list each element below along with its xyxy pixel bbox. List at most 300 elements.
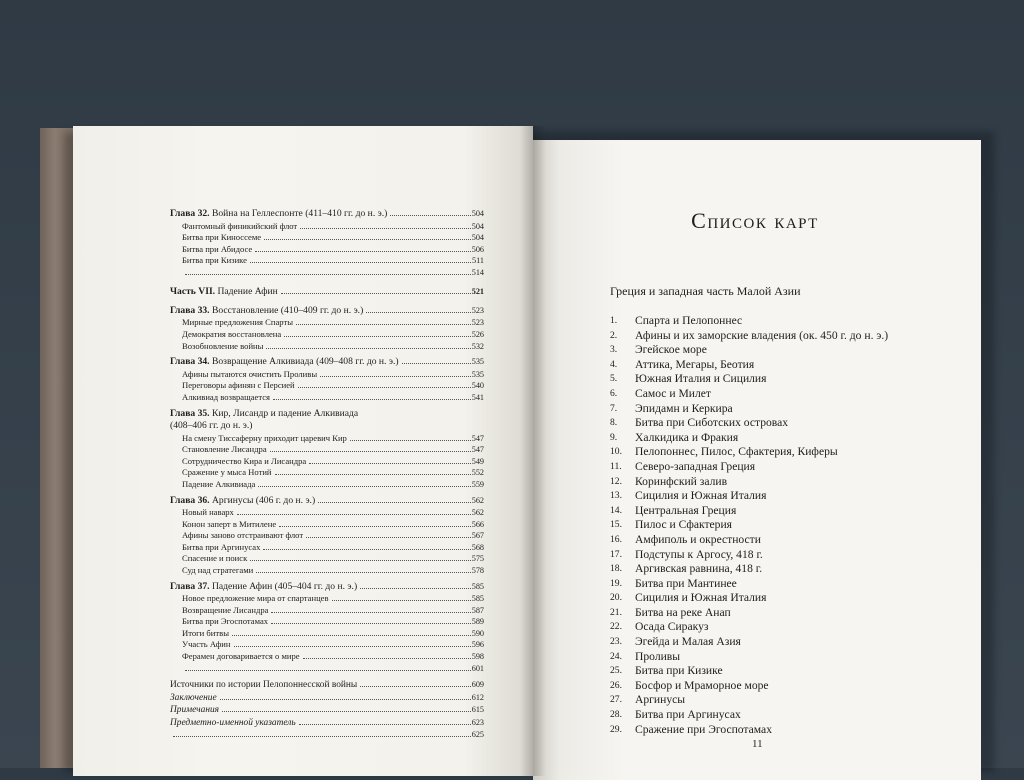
map-list-item: [610, 314, 970, 329]
toc-entry-number: Глава 37.: [170, 580, 210, 592]
toc-entry-page: 541: [471, 392, 484, 402]
toc-entry-page: 598: [471, 652, 484, 662]
map-number: 17.: [610, 548, 622, 560]
map-list-item: [610, 504, 970, 519]
toc-entry-label: [182, 467, 274, 479]
toc-leader-dots: [402, 363, 471, 364]
toc-entry-page: 568: [471, 542, 484, 552]
toc-leader-dots: [320, 376, 471, 377]
toc-entry-label: [170, 679, 359, 692]
toc-entry-title: (408–406 гг. до н. э.): [170, 420, 253, 432]
map-title: Подступы к Аргосу, 418 г.: [635, 547, 763, 561]
toc-entry-label: [182, 553, 249, 565]
map-list: [610, 314, 970, 737]
toc-entry: [170, 639, 484, 651]
toc-entry: [170, 581, 484, 594]
map-number: 13.: [610, 490, 622, 502]
toc-entry-label: [182, 369, 319, 381]
toc-entry-page: 547: [471, 445, 484, 455]
toc-entry-label: [182, 244, 254, 256]
toc-entry: [170, 593, 484, 605]
toc-entry-title: Битва при Абидосе: [182, 243, 253, 254]
map-title: Пилос и Сфактерия: [635, 518, 733, 532]
toc-entry-page: 575: [471, 554, 484, 564]
toc-entry-title: Итоги битвы: [182, 627, 229, 638]
map-title: Проливы: [635, 649, 681, 663]
toc-leader-dots: [298, 387, 471, 388]
toc-entry-title: Аргинусы (406 г. до н. э.): [209, 494, 316, 506]
toc-entry-page: 552: [471, 468, 484, 478]
map-title: Амфиполь и окрестности: [635, 532, 761, 546]
toc-entry-number: Глава 32.: [170, 208, 210, 219]
toc-entry-label: [182, 329, 283, 341]
map-number: 8.: [610, 417, 618, 429]
map-list-item: [610, 358, 970, 373]
map-number: 19.: [610, 577, 622, 589]
toc-entry-page: 504: [471, 209, 484, 218]
toc-leader-dots: [237, 514, 471, 515]
toc-entry-page: 562: [471, 508, 484, 517]
toc-entry-label: [170, 704, 221, 717]
toc-entry-label: [182, 507, 236, 519]
toc-entry-title: Падение Афин: [215, 286, 278, 298]
toc-entry-label: [170, 692, 219, 705]
toc-leader-dots: [250, 262, 471, 263]
toc-entry: [170, 356, 484, 369]
toc-entry-label: [170, 408, 360, 421]
map-number: 10.: [610, 446, 622, 458]
toc-entry-title: Падение Афин (405–404 гг. до н. э.): [209, 580, 358, 592]
toc-leader-dots: [306, 537, 471, 538]
map-list-item: [610, 664, 970, 679]
toc-entry-title: Заключение: [170, 692, 217, 703]
map-title: Эпидамн и Керкира: [635, 401, 733, 415]
toc-leader-dots: [360, 686, 470, 687]
map-number: 27.: [610, 694, 622, 706]
toc-entry-page: 601: [471, 663, 484, 673]
toc-entry-title: Новое предложение мира от спартанцев: [182, 593, 329, 604]
map-title: Спарта и Пелопоннес: [635, 314, 743, 327]
map-number: 29.: [610, 723, 622, 735]
toc-entry-page: 609: [471, 680, 484, 690]
toc-entry-label: [182, 479, 257, 491]
toc-entry-label: [182, 341, 265, 353]
toc-entry: [170, 663, 484, 675]
toc-entry: [170, 380, 484, 392]
map-list-item: [610, 562, 970, 577]
map-title: Сицилия и Южная Италия: [635, 591, 767, 605]
toc-entry-page: 535: [471, 357, 484, 367]
toc-entry-page: 547: [471, 433, 484, 443]
toc-entry-label: [182, 444, 269, 456]
toc-entry: [170, 507, 484, 519]
map-number: 11.: [610, 460, 622, 472]
map-number: 3.: [610, 344, 618, 356]
map-number: 15.: [610, 519, 622, 531]
toc-entry-label: [182, 456, 308, 468]
map-title: Битва на реке Анап: [635, 605, 731, 619]
toc-leader-dots: [300, 228, 471, 229]
toc-entry-page: 596: [471, 640, 484, 650]
map-list-item: [610, 723, 970, 738]
toc-entry: [170, 208, 484, 221]
map-title: Босфор и Мраморное море: [635, 678, 769, 692]
map-list-item: [610, 518, 970, 533]
toc-entry-title: Мирные предложения Спарты: [182, 317, 294, 328]
toc-entry: [170, 244, 484, 256]
toc-leader-dots: [281, 293, 471, 294]
toc-entry-page: 623: [471, 717, 484, 727]
map-list-item: [610, 577, 970, 592]
toc-entry-label: [170, 305, 365, 318]
toc-entry-title: Война на Геллеспонте (411–410 гг. до н. э.): [209, 208, 388, 219]
map-title: Южная Италия и Сицилия: [635, 372, 767, 386]
toc-entry-page: 566: [471, 519, 484, 529]
toc-entry-number: Часть VII.: [170, 286, 216, 298]
map-number: 6.: [610, 387, 618, 399]
toc-entry-label: [170, 420, 254, 433]
toc-leader-dots: [255, 251, 471, 252]
toc-entry-number: Глава 36.: [170, 494, 210, 506]
toc-entry: [170, 679, 484, 692]
map-list-item: [610, 650, 970, 665]
toc-entry-title: Предметно-именной указатель: [170, 717, 296, 728]
toc-entry-page: 532: [471, 341, 484, 351]
map-number: 18.: [610, 563, 622, 575]
toc-entry-page: 511: [472, 256, 484, 266]
map-number: 25.: [610, 665, 622, 677]
toc-entry-page: 535: [471, 369, 484, 379]
toc-entry-title: Демократия восстановлена: [182, 329, 282, 340]
map-list-item: [610, 679, 970, 694]
map-number: 1.: [610, 315, 618, 326]
toc-entry: [170, 267, 484, 279]
toc-entry: [170, 542, 484, 554]
map-title: Эгейское море: [635, 343, 707, 357]
toc-entry-number: Глава 35.: [170, 407, 210, 419]
toc-leader-dots: [220, 699, 471, 700]
map-title: Афины и их заморские владения (ок. 450 г. до н. э.): [635, 328, 889, 342]
map-number: 23.: [610, 636, 622, 648]
toc-entry-label: [170, 286, 280, 299]
toc-entry-title: Спасение и поиск: [182, 553, 248, 564]
toc-entry-page: 540: [471, 381, 484, 391]
map-list-item: [610, 431, 970, 446]
toc-entry: [170, 255, 484, 267]
map-number: 22.: [610, 621, 622, 633]
toc-leader-dots: [318, 502, 471, 503]
toc-entry-page: 615: [471, 705, 484, 715]
toc-entry-label: [182, 380, 297, 392]
toc-entry: [170, 286, 484, 299]
toc-leader-dots: [332, 600, 471, 601]
toc-leader-dots: [264, 239, 471, 240]
toc-leader-dots: [266, 348, 470, 349]
map-list-item: [610, 343, 970, 358]
toc-entry: [170, 616, 484, 628]
toc-entry-title: Алкивиад возвращается: [182, 391, 270, 402]
toc-entry-label: [182, 232, 263, 244]
map-number: 2.: [610, 329, 618, 341]
map-title: Битва при Кизике: [635, 664, 723, 678]
toc-entry-title: Битва при Аргинусах: [182, 541, 261, 552]
toc-entry-title: Ферамен договаривается о мире: [182, 651, 300, 662]
toc-entry-title: Примечания: [170, 705, 220, 716]
toc-leader-dots: [279, 526, 471, 527]
toc-leader-dots: [173, 736, 471, 737]
toc-entry-label: [170, 495, 317, 508]
map-number: 21.: [610, 606, 622, 618]
map-list-item: [610, 693, 970, 708]
toc-entry-title: Конон заперт в Митилене: [182, 518, 277, 529]
map-title: Эгейда и Малая Азия: [635, 635, 741, 649]
toc-entry: [170, 305, 484, 318]
toc-entry-label: [182, 616, 270, 628]
map-list-item: [610, 548, 970, 563]
toc-entry-title: Битва при Кизике: [182, 255, 247, 266]
toc-leader-dots: [263, 549, 470, 550]
toc-entry-title: Восстановление (410–409 гг. до н. э.): [209, 304, 364, 316]
toc-entry-page: 589: [471, 617, 484, 627]
toc-entry: [170, 329, 484, 341]
toc-leader-dots: [303, 658, 471, 659]
toc-entry-title: Становление Лисандра: [182, 444, 267, 455]
toc-leader-dots: [284, 336, 471, 337]
toc-entry-title: Сражение у мыса Нотий: [182, 467, 272, 478]
toc-leader-dots: [273, 399, 471, 400]
toc-entry-title: Новый наварх: [182, 507, 234, 517]
map-title: Коринфский залив: [635, 474, 728, 488]
toc-entry-label: [170, 717, 298, 730]
toc-entry-label: [170, 208, 389, 221]
map-number: 9.: [610, 431, 618, 443]
page-title: Список карт: [691, 208, 819, 233]
toc-entry-title: Возвращение Лисандра: [182, 604, 269, 615]
toc-entry-title: Афины заново отстраивают флот: [182, 530, 304, 541]
toc-leader-dots: [222, 711, 471, 712]
toc-entry-page: 514: [471, 267, 484, 277]
map-number: 26.: [610, 679, 622, 691]
toc-entry-number: Глава 33.: [170, 304, 210, 316]
toc-entry-page: 585: [471, 581, 484, 591]
map-number: 28.: [610, 709, 622, 721]
map-list-item: [610, 635, 970, 650]
toc-entry-label: [182, 542, 262, 554]
toc-entry: [170, 565, 484, 577]
toc-entry-title: Возобновление войны: [182, 340, 264, 351]
toc-entry: [170, 467, 484, 479]
map-title: Сражение при Эгоспотамах: [635, 722, 772, 736]
toc-entry: [170, 530, 484, 542]
map-title: Пелопоннес, Пилос, Сфактерия, Киферы: [635, 445, 838, 459]
toc-entry-label: [182, 651, 302, 663]
map-list-item: [610, 460, 970, 475]
toc-entry-title: На смену Тиссаферну приходит царевич Кир: [182, 432, 347, 443]
toc-entry-label: [182, 221, 299, 233]
toc-entry: [170, 692, 484, 705]
toc-entry: [170, 232, 484, 244]
toc-entry: [170, 392, 484, 404]
map-title: Центральная Греция: [635, 503, 737, 517]
toc-entry: [170, 717, 484, 730]
map-title: Халкидика и Фракия: [635, 430, 739, 444]
toc-leader-dots: [256, 572, 470, 573]
toc-entry: [170, 456, 484, 468]
toc-entry-label: [182, 519, 278, 531]
toc-entry-title: Сотрудничество Кира и Лисандра: [182, 455, 307, 466]
toc-entry: [170, 495, 484, 508]
map-list-item: [610, 708, 970, 723]
map-title: Северо-западная Греция: [635, 459, 756, 473]
toc-entry-title: Афины пытаются очистить Проливы: [182, 368, 318, 379]
toc-leader-dots: [366, 312, 470, 313]
map-title: Битва при Мантинее: [635, 576, 737, 590]
map-list-item: [610, 329, 970, 344]
map-list-item: [610, 445, 970, 460]
toc-entry-page: 578: [471, 565, 484, 575]
toc-entry: [170, 729, 484, 742]
toc-leader-dots: [296, 324, 471, 325]
map-list-item: [610, 372, 970, 387]
toc-entry: [170, 628, 484, 640]
toc-entry-title: Кир, Лисандр и падение Алкивиада: [209, 407, 359, 419]
toc-leader-dots: [390, 215, 470, 216]
map-list-item: [610, 591, 970, 606]
toc-entry-label: [182, 639, 233, 651]
map-number: 20.: [610, 592, 622, 604]
toc-leader-dots: [309, 463, 470, 464]
book-gutter: [520, 126, 546, 776]
toc-entry-title: Участь Афин: [182, 639, 231, 650]
toc-entry: [170, 479, 484, 491]
toc-entry-title: Падение Алкивиада: [182, 478, 256, 489]
toc-leader-dots: [350, 440, 471, 441]
toc-entry-title: Фантомный финикийский флот: [182, 220, 298, 231]
map-title: Аргинусы: [635, 693, 686, 707]
toc-leader-dots: [299, 724, 471, 725]
toc-leader-dots: [271, 623, 471, 624]
toc-leader-dots: [271, 612, 470, 613]
toc-entry-label: [182, 392, 272, 404]
map-list-item: [610, 402, 970, 417]
table-of-contents: [170, 208, 484, 742]
toc-entry-page: 526: [471, 330, 484, 340]
toc-entry-label: [182, 255, 249, 267]
toc-entry-label: [182, 565, 255, 577]
map-list-item: [610, 606, 970, 621]
toc-entry-title: Суд над стратегами: [182, 564, 254, 575]
toc-entry-page: 521: [471, 287, 484, 297]
toc-entry: [170, 605, 484, 617]
toc-leader-dots: [185, 274, 471, 275]
toc-entry: [170, 519, 484, 531]
toc-entry: [170, 444, 484, 456]
toc-entry: [170, 420, 484, 433]
toc-entry-page: 504: [471, 233, 484, 243]
toc-entry-page: 506: [471, 244, 484, 254]
toc-entry-title: Битва при Эгоспотамах: [182, 616, 269, 627]
toc-entry-title: Битва при Киноссеме: [182, 232, 262, 243]
map-title: Осада Сиракуз: [635, 620, 709, 634]
toc-entry-label: [182, 530, 305, 542]
toc-entry-page: 523: [471, 318, 484, 328]
page-number: 11: [752, 738, 763, 750]
map-number: 12.: [610, 475, 622, 487]
map-title: Битва при Сиботских островах: [635, 416, 789, 430]
toc-leader-dots: [234, 646, 471, 647]
toc-entry-page: 625: [471, 730, 484, 740]
toc-entry: [170, 553, 484, 565]
map-title: Аргивская равнина, 418 г.: [635, 562, 763, 576]
toc-leader-dots: [270, 451, 471, 452]
map-title: Аттика, Мегары, Беотия: [635, 357, 755, 371]
toc-leader-dots: [250, 560, 470, 561]
map-title: Самос и Милет: [635, 386, 711, 400]
toc-entry-label: [182, 593, 331, 605]
toc-entry-page: 549: [471, 456, 484, 466]
toc-leader-dots: [275, 474, 471, 475]
map-title: Сицилия и Южная Италия: [635, 489, 767, 503]
toc-entry-label: [182, 605, 270, 617]
map-list-item: [610, 620, 970, 635]
toc-leader-dots: [232, 635, 471, 636]
map-number: 16.: [610, 533, 622, 545]
toc-entry-title: Источники по истории Пелопоннесской войны: [170, 680, 358, 691]
toc-entry: [170, 341, 484, 353]
toc-entry-page: 587: [471, 605, 484, 615]
map-number: 24.: [610, 650, 622, 662]
toc-entry-label: [182, 317, 295, 329]
toc-leader-dots: [258, 486, 470, 487]
toc-entry: [170, 651, 484, 663]
toc-entry: [170, 408, 484, 421]
toc-entry-page: 504: [471, 221, 484, 231]
toc-entry: [170, 317, 484, 329]
map-list-item: [610, 387, 970, 402]
map-number: 14.: [610, 504, 622, 516]
map-list-item: [610, 489, 970, 504]
toc-leader-dots: [185, 670, 471, 671]
toc-entry-page: 612: [471, 692, 484, 702]
toc-entry-page: 567: [471, 531, 484, 541]
map-number: 5.: [610, 373, 618, 385]
map-number: 4.: [610, 358, 618, 370]
toc-entry: [170, 433, 484, 445]
toc-entry-label: [182, 433, 349, 445]
toc-entry-page: 585: [471, 594, 484, 604]
toc-entry-label: [182, 628, 231, 640]
map-section-heading: Греция и западная часть Малой Азии: [610, 284, 801, 298]
map-title: Битва при Аргинусах: [635, 708, 741, 722]
toc-entry: [170, 369, 484, 381]
map-list-item: [610, 416, 970, 431]
toc-entry-page: 590: [471, 628, 484, 638]
toc-entry-label: [170, 356, 401, 369]
toc-entry: [170, 221, 484, 233]
toc-entry-title: Возвращение Алкивиада (409–408 гг. до н. э.): [209, 356, 399, 368]
toc-entry-number: Глава 34.: [170, 356, 210, 368]
toc-entry-page: 559: [471, 479, 484, 489]
toc-entry-page: 523: [471, 305, 484, 315]
toc-entry-page: 562: [471, 495, 484, 505]
map-number: 7.: [610, 402, 618, 414]
toc-entry-title: Переговоры афинян с Персией: [182, 380, 295, 391]
toc-leader-dots: [360, 588, 471, 589]
map-list-item: [610, 475, 970, 490]
toc-entry-label: [170, 581, 359, 594]
toc-entry: [170, 704, 484, 717]
map-list-item: [610, 533, 970, 548]
